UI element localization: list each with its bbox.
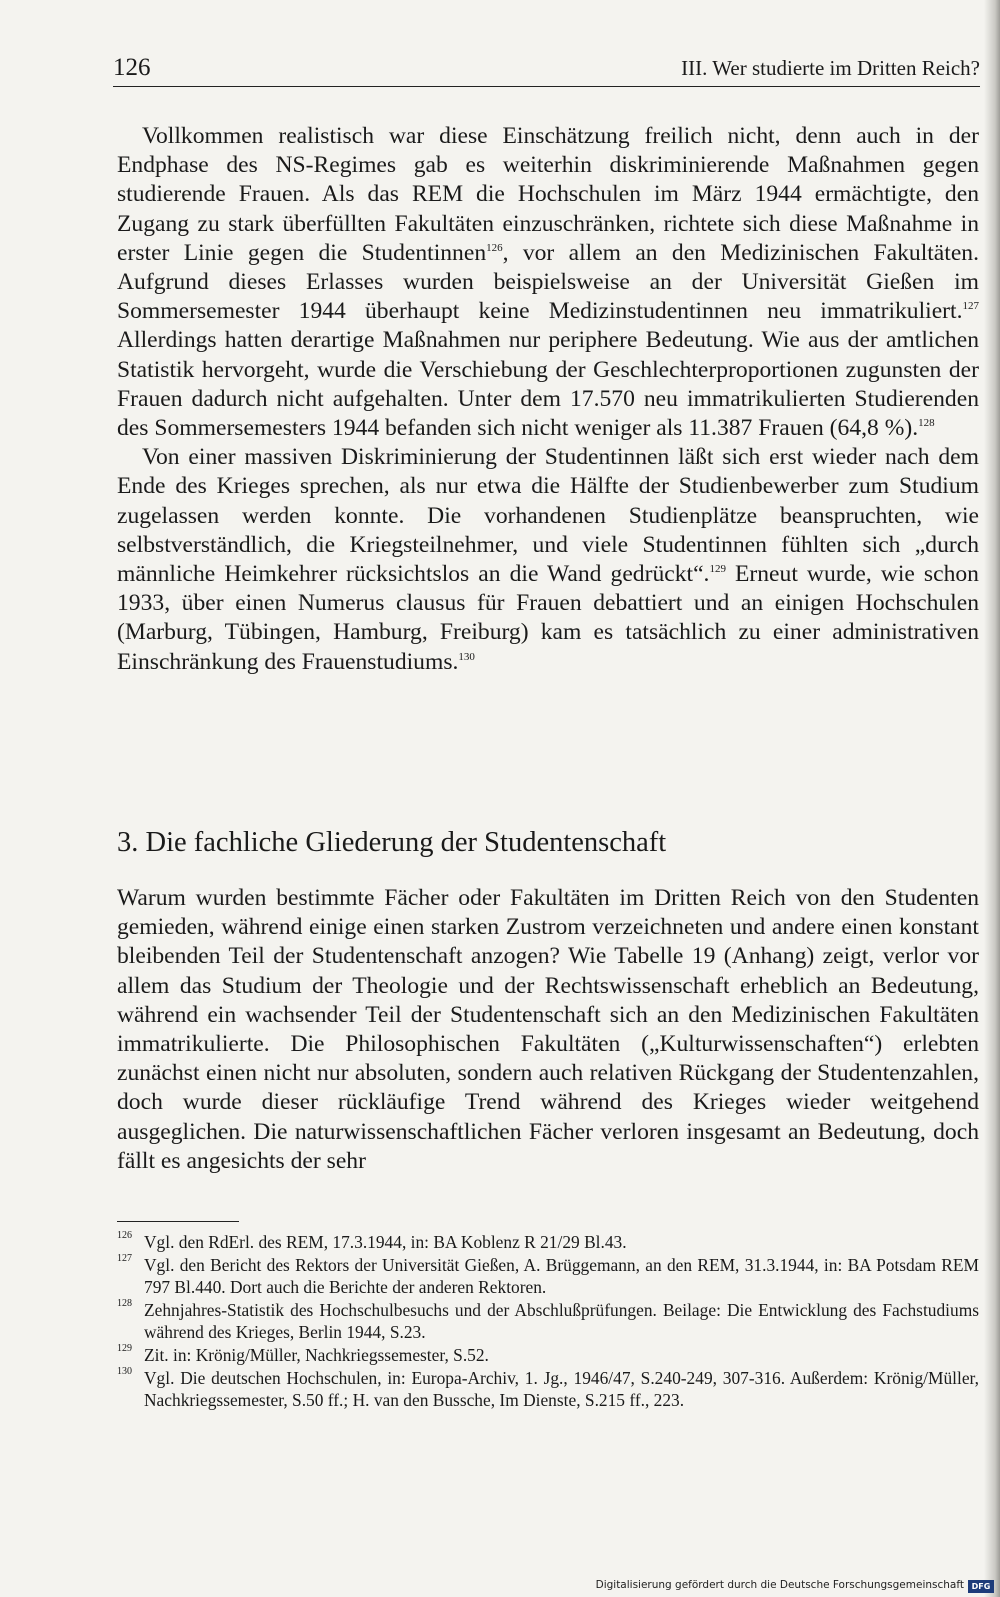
footnote-ref: 126	[486, 241, 503, 254]
section-text	[117, 884, 979, 1176]
digitization-credit: Digitalisierung gefördert durch die Deutsche Forschungsgemeinschaft	[595, 1579, 964, 1591]
text-run: Von einer massiven Diskriminierung der Studentinnen läßt sich erst wieder nach dem Ende des Krieges sprechen, als nur etwa die Hälfte der Studienbewerber zum Studium zugelassen werden konnte. Die vorhandenen Studienplätze beanspruchten, wie selbstverständlich, die Kriegsteilnehmer, und viele Studentinnen fühlten sich „durch männliche Heimkehrer rücksichtslos an die Wand gedrückt“.	[117, 444, 979, 588]
paragraph	[117, 443, 979, 677]
footnote-text: Zehnjahres-Statistik des Hochschulbesuchs und der Abschlußprüfungen. Beilage: Die Entwicklung des Fachstudiums während des Krieges, Berlin 1944, S.23.	[144, 1299, 979, 1343]
text-run: Vollkommen realistisch war diese Einschätzung freilich nicht, denn auch in der Endphase des NS-Regimes gab es weiterhin diskriminierende Maßnahmen gegen studierende Frauen. Als das REM die Hochschulen im März 1944 ermächtigte, den Zugang zu stark überfüllten Fakultäten einzuschränken, richtete sich diese Maßnahme in erster Linie gegen die Studentinnen	[117, 123, 979, 266]
footnotes	[117, 1231, 979, 1412]
footnote-text: Zit. in: Krönig/Müller, Nachkriegssemester, S.52.	[144, 1344, 489, 1365]
footnote-text: Vgl. den RdErl. des REM, 17.3.1944, in: BA Koblenz R 21/29 Bl.43.	[144, 1232, 627, 1252]
footnote	[117, 1299, 979, 1344]
text-run: , vor allem an den Medizinischen Fakultäten. Aufgrund dieses Erlasses wurden beispielsweise an der Universität Gießen im Sommersemester 1944 überhaupt keine Medizinstudentinnen neu immatrikuliert.	[117, 239, 980, 325]
section-heading: 3. Die fachliche Gliederung der Studentenschaft	[117, 827, 667, 858]
footnote-number: 126	[117, 1230, 132, 1241]
paragraph: Warum wurden bestimmte Fächer oder Fakultäten im Dritten Reich von den Studenten gemieden, während einige einen starken Zustrom verzeichneten und andere einen konstant bleibenden Teil der Studentenschaft anzogen? Wie Tabelle 19 (Anhang) zeigt, verlor vor allem das Studium der Theologie und der Rechtswissenschaft erheblich an Bedeutung, während ein wachsender Teil der Studentenschaft sich an den Medizinischen Fakultäten immatrikulierte. Die Philosophischen Fakultäten („Kulturwissenschaften“) erlebten zunächst einen nicht nur absoluten, sondern auch relativen Rückgang der Studentenzahlen, doch wurde dieser rückläufige Trend während des Krieges wieder weitgehend ausgeglichen. Die naturwissenschaftlichen Fächer verloren insgesamt an Bedeutung, doch fällt es angesichts der sehr	[117, 885, 979, 1174]
page-number: 126	[113, 54, 151, 81]
footnote-number: 127	[117, 1252, 132, 1264]
text-run: Allerdings hatten derartige Maßnahmen nur periphere Bedeutung. Wie aus der amtlichen Statistik hervorgeht, wurde die Verschiebung der Geschlechterproportionen zugunsten der Frauen dadurch nicht aufgehalten. Unter dem 17.570 neu immatrikulierten Studierenden des Sommersemesters 1944 befanden sich nicht weniger als 11.387 Frauen (64,8 %).	[117, 327, 979, 442]
footnote	[117, 1254, 979, 1299]
footnote-number: 129	[117, 1342, 132, 1354]
body-text	[117, 122, 979, 677]
footnote-ref: 130	[458, 650, 475, 663]
dfg-logo-icon: DFG	[968, 1580, 994, 1593]
footnote-text: Vgl. Die deutschen Hochschulen, in: Europa-Archiv, 1. Jg., 1946/47, S.240-249, 307-316. Außerdem: Krönig/Müller, Nachkriegssemester, S.50 ff.; H. van den Bussche, Im Dienste, S.215 ff., 223.	[144, 1367, 979, 1411]
text-run: Erneut wurde, wie schon 1933, über einen Numerus clausus für Frauen debattiert und an einigen Hochschulen (Marburg, Tübingen, Hamburg, Freiburg) kam es tatsächlich zu einer administrativen Einschränkung des Frauenstudiums.	[117, 561, 979, 675]
page-header	[113, 54, 980, 87]
footnote-number: 128	[117, 1297, 132, 1309]
footnote	[117, 1344, 979, 1367]
page-edge-shadow	[984, 0, 1000, 1597]
footnote-text: Vgl. den Bericht des Rektors der Universität Gießen, A. Brüggemann, an den REM, 31.3.1944, in: BA Potsdam REM 797 Bl.440. Dort auch die Berichte der anderen Rektoren.	[144, 1254, 979, 1298]
footnote	[117, 1367, 979, 1412]
footnote-divider	[117, 1221, 239, 1222]
footnote-ref: 128	[918, 417, 935, 430]
footnote	[117, 1231, 979, 1254]
paragraph	[117, 122, 979, 443]
footnote-ref: 129	[709, 563, 726, 576]
running-head: III. Wer studierte im Dritten Reich?	[681, 56, 980, 80]
footnote-number: 130	[117, 1365, 132, 1377]
footnote-ref: 127	[962, 300, 979, 313]
